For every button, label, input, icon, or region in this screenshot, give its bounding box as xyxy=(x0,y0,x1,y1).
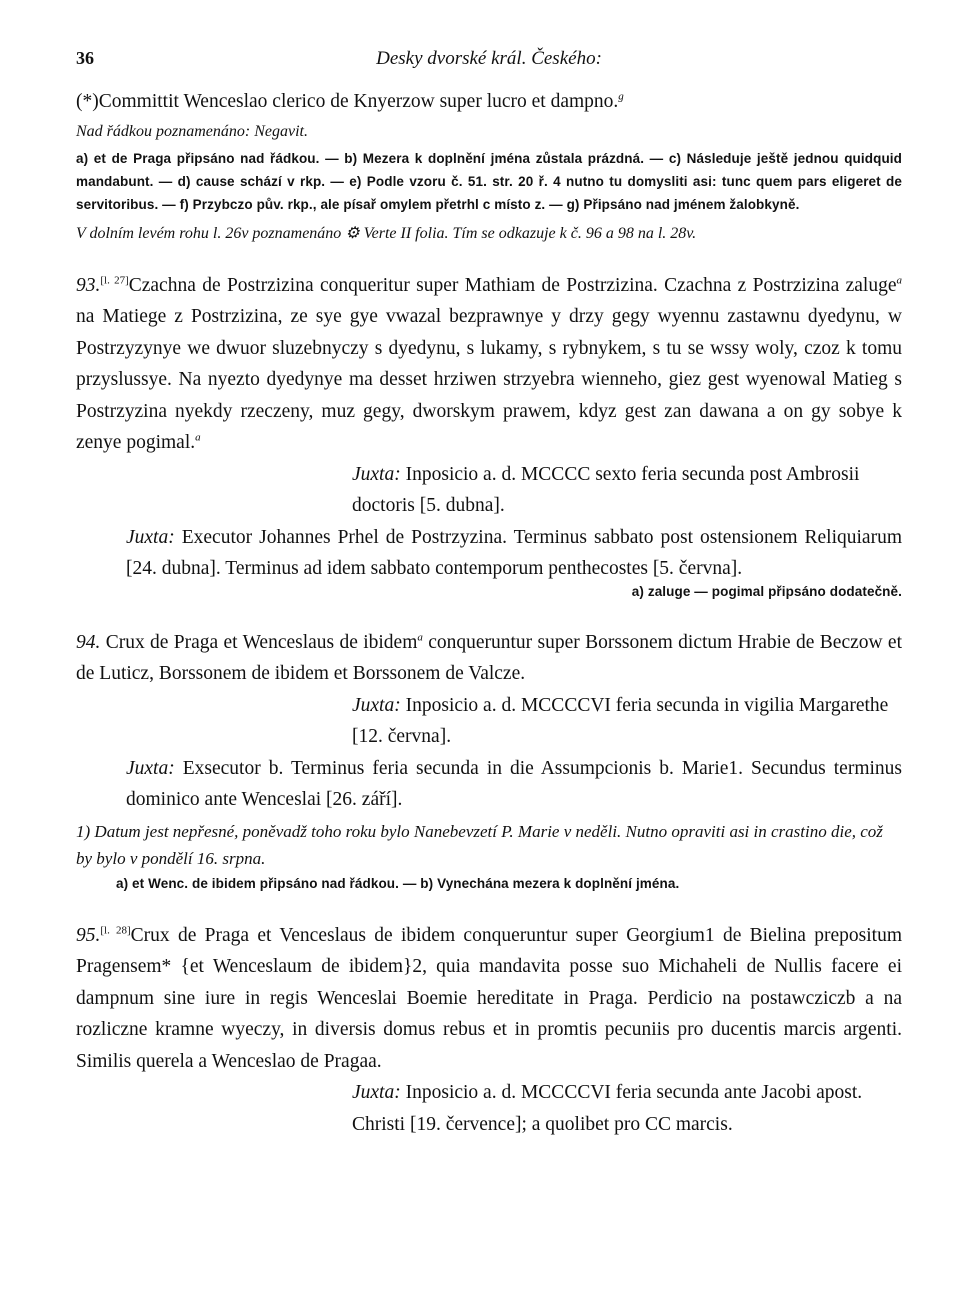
section-93-text: 93.[l. 27]Czachna de Postrzizina conqueritur super Mathiam de Postrzizina. Czachna z Postrzizina zaluge$^a$ na Matiege z Postrzizina, ze sye gye vwazal bezprawnye y drzy gegy wyennu zastawnu dyedynu, w Postrzyzynye we dwuor sluzebnyczy s dyedynu, s lukamy, s rybnykem, s tu se wssy woly, czoz k tomu przyslussye. Na nyezto dyedynye ma desset hrziwen strzyebra wienneho, giez gest wyenowal Matieg s Postrzyzina nyekdy rzeczeny, muz gegy, dworskym prawem, kdyz gest zan dawana a on gy sobye k zenye pogimal.$^a$ xyxy=(76,274,902,453)
folio-27: [l. 27] xyxy=(100,274,129,286)
note-1: Nad řádkou poznamenáno: Negavit. xyxy=(76,122,308,140)
section-94-number: 94. xyxy=(76,631,101,653)
page-header xyxy=(76,46,902,86)
section-95-text: 95.[l. 28]Crux de Praga et Venceslaus de ibidem conqueruntur super Georgium1 de Bielina prepositum Pragensem* {et Wenceslaum de ibidem}2, quia mandavita posse suo Michaheli de Nullis facere ei dampnum sine iure in regis Wenceslai Boemie hereditate in Praga. Perdicio na postawcziczb a na rozliczne kramne wyeczy, in diversis domus rebus et in promtis pecuniis pro ducentis marcis argenti. Similis querela a Wenceslao de Pragaa. xyxy=(76,924,902,1072)
section-94-juxta-1: Juxta: Inposicio a. d. MCCCCVI feria secunda in vigilia Margarethe [12. června]. xyxy=(352,694,889,747)
section-95-juxta-1: Juxta: Inposicio a. d. MCCCCVI feria secunda ante Jacobi apost. Christi [19. července]; a quolibet pro CC marcis. xyxy=(352,1082,863,1135)
section-93-juxta-2: Juxta: Executor Johannes Prhel de Postrzyzina. Terminus sabbato post ostensionem Reliquiarum [24. dubna]. Terminus ad idem sabbato contemporum penthecostes [5. června]. xyxy=(126,526,903,579)
entry-line: (*)Committit Wenceslao clerico de Knyerzow super lucro et dampno.$^g$ xyxy=(76,90,624,112)
section-93-note-a: a) zaluge — pogimal připsáno dodatečně. xyxy=(631,583,902,599)
section-94-note-1: 1) Datum jest nepřesné, poněvadž toho roku bylo Nanebevzetí P. Marie v neděli. Nutno opraviti asi in crastino die, což by bylo v pondělí 16. srpna. xyxy=(76,821,883,868)
page-number: 36 xyxy=(76,48,94,68)
section-94-note-ab: a) et Wenc. de ibidem připsáno nad řádkou. — b) Vynechána mezera k doplnění jména. xyxy=(116,875,680,891)
section-95-number: 95. xyxy=(76,924,101,946)
page xyxy=(76,46,902,1140)
corner-note: V dolním levém rohu l. 26v poznamenáno ⚙ Verte II folia. Tím se odkazuje k č. 96 a 98 na l. 28v. xyxy=(76,224,697,242)
notes-a: a) et de Praga připsáno nad řádkou. — b) Mezera k doplnění jména zůstala prázdná. — c) Následuje ještě jednou quidquid mandabunt. — d) cause schází v rkp. — e) Podle vzoru č. 51. str. 20 ř. 4 nutno tu domysliti asi: tunc quem pars eligeret de servitoribus. — f) Przybczo pův. rkp., ale písař omylem přetrhl c místo z. — g) Připsáno nad jménem žalobkyně. xyxy=(76,150,902,212)
section-93-juxta-1: Juxta: Inposicio a. d. MCCCC sexto feria secunda post Ambrosii doctoris [5. dubna]. xyxy=(352,463,860,516)
section-93-number: 93. xyxy=(76,274,101,296)
section-94-juxta-2: Juxta: Exsecutor b. Terminus feria secunda in die Assumpcionis b. Marie1. Secundus terminus dominico ante Wenceslai [26. září]. xyxy=(126,757,902,810)
running-title: Desky dvorské král. Českého: xyxy=(376,48,602,69)
section-94-text: 94. Crux de Praga et Wenceslaus de ibidem$^a$ conqueruntur super Borssonem dictum Hrabie de Beczow et de Luticz, Borssonem de ibidem et Borssonem de Valcze. xyxy=(76,631,902,684)
folio-28: [l. 28] xyxy=(100,924,131,936)
